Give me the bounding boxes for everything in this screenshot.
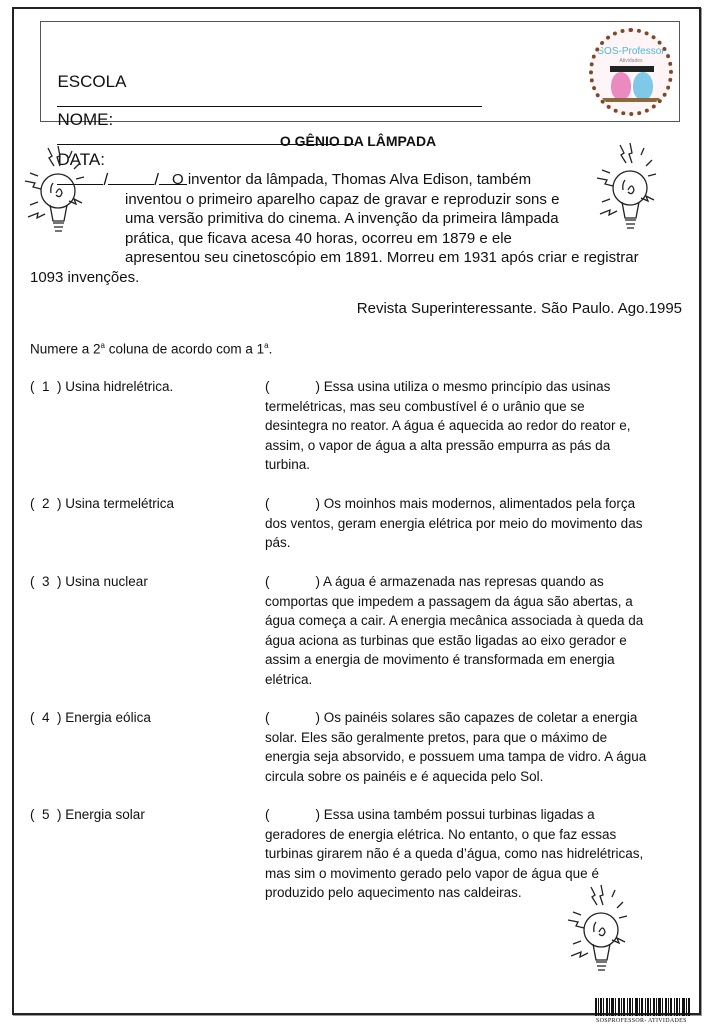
barcode-icon bbox=[595, 998, 691, 1016]
description-line: ) Essa usina também possui turbinas ligadas a bbox=[315, 807, 595, 822]
match-left: ( 4 ) Energia eólica bbox=[30, 710, 151, 725]
intro-line: apresentou seu cinetoscópio em 1891. Morreu em 1931 após criar e registrar bbox=[125, 249, 639, 266]
intro-line: O inventor da lâmpada, Thomas Alva Edison, também bbox=[172, 171, 532, 188]
item-number: 1 bbox=[42, 379, 50, 394]
description-line: turbina. bbox=[265, 457, 311, 472]
date-separator: / bbox=[154, 170, 159, 189]
item-number: 2 bbox=[42, 496, 50, 511]
description-line: solar. Eles são geralmente pretos, para que o máximo de bbox=[265, 729, 608, 745]
item-number: 5 bbox=[42, 807, 50, 822]
match-right bbox=[265, 708, 685, 786]
intro-line: 1093 invenções. bbox=[30, 268, 140, 286]
description-line: elétrica. bbox=[265, 671, 313, 687]
escola-label: ESCOLA bbox=[57, 72, 127, 91]
item-label: Usina termelétrica bbox=[65, 496, 175, 511]
description-line: geradores de energia elétrica. No entanto, o que faz essas bbox=[265, 826, 617, 842]
description-line: dos ventos, geram energia elétrica por meio do movimento das bbox=[265, 515, 643, 531]
description-line: termelétricas, mas seu combustível é o urânio que se bbox=[265, 398, 585, 414]
description-line: ) Essa usina utiliza o mesmo princípio das usinas bbox=[315, 379, 611, 394]
description-line: ) Os painéis solares são capazes de coletar a energia bbox=[315, 710, 638, 725]
match-left: ( 2 ) Usina termelétrica bbox=[30, 496, 175, 511]
source-citation: Revista Superinteressante. São Paulo. Ago.1995 bbox=[356, 300, 682, 317]
item-label: Energia solar bbox=[65, 807, 145, 822]
item-number: 3 bbox=[42, 574, 50, 589]
ordinal-mark: a bbox=[264, 341, 269, 350]
match-right bbox=[265, 494, 685, 553]
intro-paragraph bbox=[30, 170, 680, 287]
match-left: ( 5 ) Energia solar bbox=[30, 807, 145, 822]
description-line: assim, o vapor de água a alta pressão empurra as pás da bbox=[265, 437, 611, 453]
page-title: O GÊNIO DA LÂMPADA bbox=[279, 133, 437, 149]
logo-subtitle: Atividades bbox=[619, 58, 643, 64]
item-number: 4 bbox=[42, 710, 50, 725]
match-right bbox=[265, 805, 685, 903]
match-right bbox=[265, 377, 685, 475]
instruction bbox=[30, 341, 272, 357]
instruction-text: coluna de acordo com a 1 bbox=[105, 341, 265, 357]
intro-line: uma versão primitiva do cinema. A invenção da primeira lâmpada bbox=[125, 210, 559, 227]
description-line: turbinas girarem não é a queda d’água, como nas hidrelétricas, bbox=[265, 846, 644, 861]
match-left: ( 1 ) Usina hidrelétrica. bbox=[30, 379, 174, 394]
answer-blank[interactable]: ( bbox=[265, 710, 270, 725]
match-right bbox=[265, 572, 685, 689]
match-left: ( 3 ) Usina nuclear bbox=[30, 574, 148, 589]
description-line: desintegra no reator. A água é aquecida ao redor do reator e, bbox=[265, 418, 631, 433]
answer-blank[interactable]: ( bbox=[265, 379, 270, 394]
branch-icon bbox=[601, 98, 663, 102]
item-label: Usina nuclear bbox=[65, 574, 148, 589]
answer-blank[interactable]: ( bbox=[265, 574, 270, 589]
nome-label: NOME: bbox=[57, 110, 114, 129]
answer-blank[interactable]: ( bbox=[265, 496, 270, 511]
logo-title: SOS-Professor bbox=[597, 46, 665, 57]
ordinal-mark: a bbox=[100, 341, 105, 350]
date-separator: / bbox=[103, 170, 109, 189]
description-line: água aciona as turbinas que estão ligadas ao eixo gerador e bbox=[265, 632, 627, 648]
description-line: água começa a cair. A energia mecânica associada à queda da bbox=[265, 613, 644, 628]
data-label: DATA: bbox=[57, 150, 105, 169]
owl-logo-icon bbox=[589, 28, 673, 116]
blue-owl-icon bbox=[633, 72, 653, 100]
barcode-text: SOSPROFESSOR- ATIVIDADES bbox=[596, 1018, 687, 1024]
intro-line: inventou o primeiro aparelho capaz de gravar e reproduzir sons e bbox=[125, 190, 560, 208]
item-label: Usina hidrelétrica. bbox=[65, 379, 174, 394]
description-line: mas sim o movimento gerado pelo vapor de água que é bbox=[265, 865, 599, 881]
answer-blank[interactable]: ( bbox=[265, 807, 270, 822]
description-line: pás. bbox=[265, 535, 291, 550]
intro-line: prática, que ficava acesa 40 horas, ocorreu em 1879 e ele bbox=[125, 229, 512, 247]
item-label: Energia eólica bbox=[65, 710, 151, 725]
description-line: energia seja absorvido, e possuem uma tampa de vidro. A água bbox=[265, 749, 647, 764]
description-line: circula sobre os painéis e é aquecida pelo Sol. bbox=[265, 768, 544, 784]
description-line: comportas que impedem a passagem da água são abertas, a bbox=[265, 593, 633, 609]
description-line: assim a energia de movimento é transformada em energia bbox=[265, 652, 615, 667]
description-line: produzido pelo aquecimento nas caldeiras. bbox=[265, 885, 522, 900]
pink-owl-icon bbox=[611, 72, 631, 100]
instruction-text: Numere a 2 bbox=[30, 341, 101, 357]
description-line: ) Os moinhos mais modernos, alimentados pela força bbox=[315, 496, 636, 511]
instruction-text: . bbox=[268, 341, 273, 357]
description-line: ) A água é armazenada nas represas quando as bbox=[315, 574, 604, 589]
